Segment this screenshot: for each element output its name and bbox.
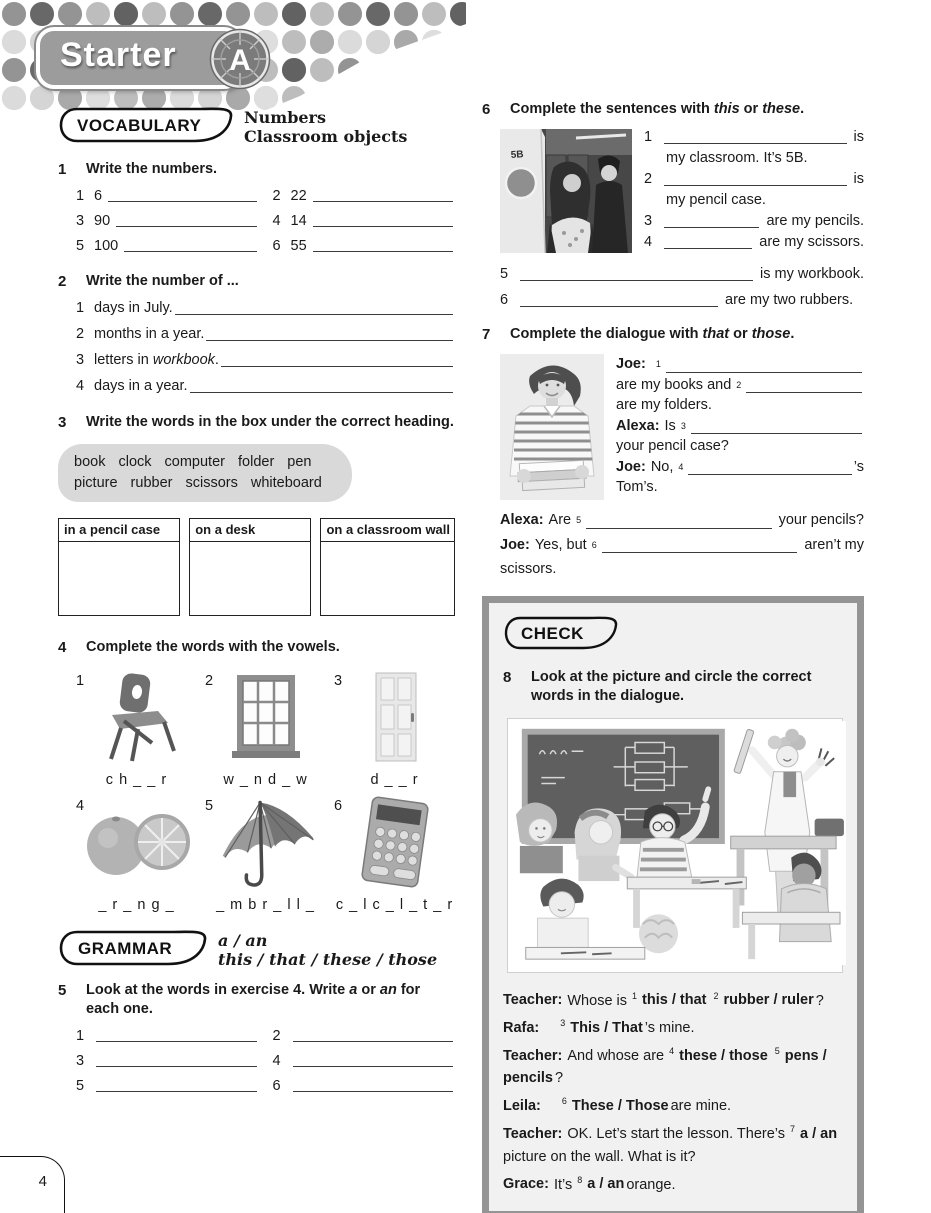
dialogue-line: are my books and 2	[616, 375, 864, 396]
exercise-8-heading	[503, 668, 843, 706]
dialogue-line: Teacher: Whose is $^1$ this / that $^2$ rubber / ruler ?	[503, 990, 824, 1009]
answer-blank	[746, 379, 862, 393]
answer-blank	[313, 238, 453, 252]
answer-blank	[664, 130, 847, 144]
answer-blank	[313, 188, 453, 202]
picture-item-umbrella: 5 _ m b r _ l l _	[205, 792, 326, 913]
word-box-line-1: book clock computer folder pen	[74, 454, 312, 470]
chair-icon	[94, 671, 180, 763]
answer-row: 3 90 4 14	[76, 213, 455, 229]
door-sign-label: 5B	[510, 149, 524, 161]
exercise-6-items	[644, 129, 864, 257]
exercise-title: Complete the words with the vowels.	[86, 639, 340, 655]
exercise-6-heading: 6 Complete the sentences with this or these.	[482, 101, 805, 118]
answer-blank	[96, 1053, 257, 1067]
grammar-topic-1: a / an	[218, 931, 268, 950]
answer-blank	[221, 353, 453, 367]
answer-blank	[664, 172, 847, 186]
door-icon	[352, 671, 438, 763]
vowel-word: _ r _ n g _	[98, 897, 175, 913]
dialogue-line: Joe: No, 4 ’s	[616, 458, 864, 475]
column-header: on a classroom wall	[321, 519, 454, 542]
grammar-topic-2: this / that / these / those	[218, 950, 438, 969]
answer-row: 1 days in July.	[76, 300, 455, 317]
umbrella-icon	[211, 796, 321, 888]
exercise-title: Write the words in the box under the correct heading.	[86, 414, 454, 430]
picture-item-chair: 1 c h _ _ r	[76, 667, 197, 788]
classroom-illustration	[507, 718, 843, 973]
vowel-word: c _ l c _ l _ t _ r	[335, 897, 454, 913]
answer-blank	[108, 188, 256, 202]
table-column-pencil-case	[58, 518, 180, 616]
vocabulary-section-head	[58, 106, 455, 146]
check-section	[482, 596, 864, 1213]
answer-row: 5 is my workbook.	[500, 266, 864, 282]
check-tab	[503, 615, 619, 651]
answer-blank	[602, 539, 798, 553]
vocabulary-tab-label: VOCABULARY	[77, 116, 202, 135]
exercise-title: Write the number of ...	[86, 273, 239, 289]
sentence-continuation: my pencil case.	[666, 192, 766, 208]
column-header: in a pencil case	[59, 519, 179, 542]
word-box-line-2: picture rubber scissors whiteboard	[74, 475, 322, 491]
exercise-5-heading: 5 Look at the words in exercise 4. Write a or an for each one.	[58, 982, 421, 1017]
exercise-number: 3	[58, 414, 67, 431]
exercise-7-heading: 7 Complete the dialogue with that or those.	[482, 326, 795, 343]
sorting-table	[58, 518, 455, 616]
dialogue-line: picture on the wall. What is it?	[503, 1148, 696, 1165]
answer-blank	[293, 1078, 454, 1092]
picture-item-door: 3 d _ _ r	[334, 667, 455, 788]
column-header: on a desk	[190, 519, 310, 542]
exercise-number: 2	[58, 273, 67, 290]
boy-with-books-photo	[500, 354, 604, 504]
dialogue-line: scissors.	[500, 561, 557, 577]
dialogue-line: Teacher: And whose are $^4$ these / those $^5$ pens / pencils ?	[503, 1046, 827, 1086]
answer-row: 1 2	[76, 1028, 455, 1044]
answer-blank	[190, 379, 454, 393]
answer-row: 2 is	[644, 171, 864, 187]
answer-blank	[206, 327, 453, 341]
picture-item-calculator: 6 c _ l c _ l _ t _ r	[334, 798, 454, 913]
check-tab-label: CHECK	[521, 623, 584, 643]
exercise-2-body	[58, 300, 455, 395]
orange-icon	[82, 796, 192, 888]
vowel-word: d _ _ r	[370, 772, 419, 788]
answer-blank	[293, 1053, 454, 1067]
dialogue-line: are my folders.	[616, 397, 712, 413]
answer-blank	[664, 235, 752, 249]
answer-row: 2 months in a year.	[76, 326, 455, 343]
answer-blank	[313, 213, 453, 227]
vowel-picture-grid	[76, 667, 455, 913]
check-dialogue	[503, 985, 843, 1196]
dialogue-line: Leila: $^6$ These / Those are mine.	[503, 1095, 732, 1114]
dialogue-line: Tom’s.	[616, 479, 658, 495]
exercise-5-body	[58, 1028, 455, 1094]
dialogue-line: Joe: Yes, but 6 aren’t my	[500, 536, 864, 553]
table-column-desk	[189, 518, 311, 616]
calculator-icon	[347, 796, 443, 888]
answer-row: 3 letters in workbook.	[76, 352, 455, 369]
exercise-2-heading	[58, 272, 455, 291]
answer-row: 3 4	[76, 1053, 455, 1069]
sentence-continuation: my classroom. It’s 5B.	[666, 150, 808, 166]
vocabulary-tab	[58, 106, 234, 144]
classroom-door-photo	[500, 129, 632, 257]
dialogue-line: Alexa: Are 5 your pencils?	[500, 512, 864, 528]
dialogue-line: Grace: It’s $^8$ a / an orange.	[503, 1174, 676, 1193]
unit-header	[36, 27, 251, 89]
window-icon	[223, 671, 309, 763]
answer-blank	[175, 301, 453, 315]
answer-row: 4 days in a year.	[76, 378, 455, 395]
vowel-word: c h _ _ r	[105, 772, 168, 788]
exercise-number: 1	[58, 161, 67, 178]
answer-blank	[116, 213, 256, 227]
exercise-3-heading	[58, 413, 455, 432]
table-column-classroom-wall	[320, 518, 455, 616]
unit-badge-letter: A	[229, 44, 251, 77]
answer-row: 1 6 2 22	[76, 188, 455, 204]
answer-blank	[688, 461, 851, 475]
picture-item-window: 2 w _ n d _ w	[205, 667, 326, 788]
exercise-title: Write the numbers.	[86, 161, 218, 177]
answer-blank	[666, 359, 862, 373]
dialogue-line: Teacher: OK. Let’s start the lesson. There’s $^7$ a / an	[503, 1123, 838, 1142]
answer-blank	[520, 267, 753, 281]
exercise-4-heading	[58, 638, 455, 657]
vocabulary-topic-1: Numbers	[244, 108, 326, 127]
dialogue-line: Rafa: $^3$ This / That ’s mine.	[503, 1018, 695, 1037]
grammar-tab-label: GRAMMAR	[78, 939, 173, 958]
exercise-1-heading	[58, 160, 455, 179]
answer-blank	[691, 420, 862, 434]
answer-row: 4 are my scissors.	[644, 234, 864, 250]
exercise-1-body	[58, 188, 455, 254]
answer-blank	[96, 1028, 257, 1042]
vowel-word: w _ n d _ w	[223, 772, 308, 788]
answer-row: 5 100 6 55	[76, 238, 455, 254]
page-number-tab	[0, 1156, 65, 1213]
exercise-title: Look at the picture and circle the correct words in the dialogue.	[531, 668, 812, 704]
answer-row: 1 is	[644, 129, 864, 145]
answer-blank	[124, 238, 256, 252]
exercise-number: 8	[503, 668, 512, 686]
answer-blank	[293, 1028, 454, 1042]
vocabulary-topics	[244, 108, 407, 146]
exercise-number: 6	[482, 101, 491, 118]
exercise-number: 4	[58, 639, 67, 656]
exercise-number: 5	[58, 982, 67, 999]
picture-item-orange: 4 _ r _ n g _	[76, 792, 197, 913]
vowel-word: _ m b r _ l l _	[216, 897, 315, 913]
dialogue-line: Alexa: Is 3	[616, 416, 864, 437]
answer-blank	[96, 1078, 257, 1092]
answer-blank	[664, 214, 759, 228]
vocabulary-topic-2: Classroom objects	[244, 127, 408, 146]
exercise-7-dialogue	[616, 354, 864, 504]
page-number: 4	[38, 1173, 47, 1190]
unit-title: Starter	[60, 36, 177, 74]
dialogue-line: Joe: 1	[616, 354, 864, 375]
word-box	[58, 444, 352, 502]
grammar-section-head	[58, 929, 455, 969]
answer-row: 5 6	[76, 1078, 455, 1094]
grammar-tab	[58, 929, 208, 967]
grammar-topics	[218, 931, 437, 969]
exercise-number: 7	[482, 326, 491, 343]
answer-row: 6 are my two rubbers.	[500, 292, 854, 308]
answer-row: 3 are my pencils.	[644, 213, 864, 229]
unit-badge	[208, 27, 272, 96]
dialogue-line: your pencil case?	[616, 438, 729, 454]
answer-blank	[520, 293, 718, 307]
answer-blank	[586, 515, 771, 529]
